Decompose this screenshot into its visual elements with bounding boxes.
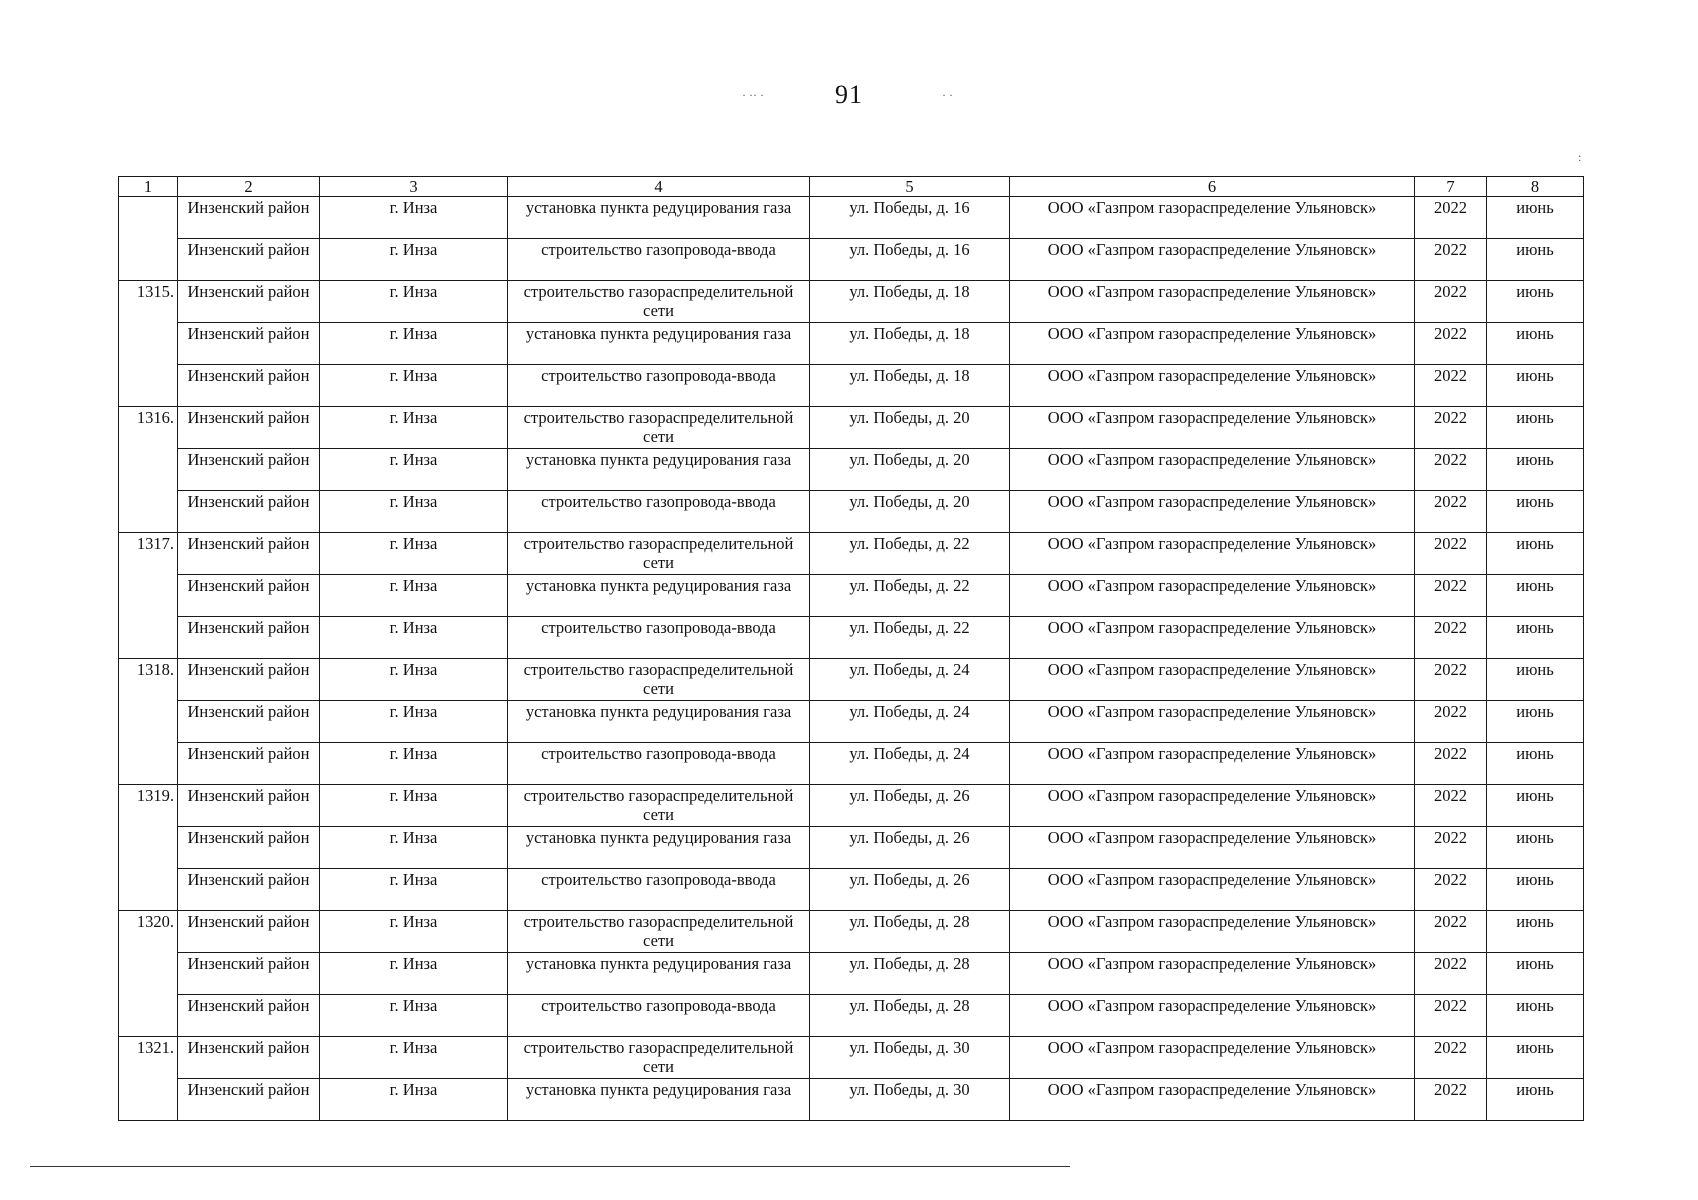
number-cell: 1318. xyxy=(119,659,178,785)
district-cell: Инзенский район xyxy=(178,827,320,869)
month-cell: июнь xyxy=(1487,533,1584,575)
month-cell: июнь xyxy=(1487,281,1584,323)
table-row xyxy=(119,827,1584,869)
address-cell: ул. Победы, д. 22 xyxy=(810,575,1010,617)
district-cell: Инзенский район xyxy=(178,491,320,533)
year-cell: 2022 xyxy=(1415,533,1487,575)
city-cell: г. Инза xyxy=(320,701,508,743)
district-cell: Инзенский район xyxy=(178,911,320,953)
header-cell: 2 xyxy=(178,177,320,197)
district-cell: Инзенский район xyxy=(178,617,320,659)
organization-cell: ООО «Газпром газораспределение Ульяновск» xyxy=(1010,323,1415,365)
city-cell: г. Инза xyxy=(320,239,508,281)
address-cell: ул. Победы, д. 26 xyxy=(810,785,1010,827)
work-cell: строительство газораспределительной сети xyxy=(508,1037,810,1079)
work-cell: строительство газораспределительной сети xyxy=(508,911,810,953)
organization-cell: ООО «Газпром газораспределение Ульяновск» xyxy=(1010,407,1415,449)
organization-cell: ООО «Газпром газораспределение Ульяновск» xyxy=(1010,995,1415,1037)
work-cell: строительство газораспределительной сети xyxy=(508,281,810,323)
table-row xyxy=(119,743,1584,785)
year-cell: 2022 xyxy=(1415,995,1487,1037)
month-cell: июнь xyxy=(1487,869,1584,911)
work-cell: установка пункта редуцирования газа xyxy=(508,953,810,995)
city-cell: г. Инза xyxy=(320,869,508,911)
city-cell: г. Инза xyxy=(320,953,508,995)
year-cell: 2022 xyxy=(1415,827,1487,869)
organization-cell: ООО «Газпром газораспределение Ульяновск» xyxy=(1010,1079,1415,1121)
address-cell: ул. Победы, д. 20 xyxy=(810,407,1010,449)
schedule-table xyxy=(118,176,1584,1121)
number-cell: 1315. xyxy=(119,281,178,407)
city-cell: г. Инза xyxy=(320,197,508,239)
city-cell: г. Инза xyxy=(320,407,508,449)
organization-cell: ООО «Газпром газораспределение Ульяновск» xyxy=(1010,533,1415,575)
city-cell: г. Инза xyxy=(320,533,508,575)
district-cell: Инзенский район xyxy=(178,701,320,743)
table-row xyxy=(119,1037,1584,1079)
number-cell: 1321. xyxy=(119,1037,178,1121)
header-cell: 5 xyxy=(810,177,1010,197)
table-row xyxy=(119,617,1584,659)
work-cell: установка пункта редуцирования газа xyxy=(508,197,810,239)
organization-cell: ООО «Газпром газораспределение Ульяновск» xyxy=(1010,911,1415,953)
organization-cell: ООО «Газпром газораспределение Ульяновск» xyxy=(1010,449,1415,491)
address-cell: ул. Победы, д. 22 xyxy=(810,533,1010,575)
table-row xyxy=(119,953,1584,995)
number-cell: 1319. xyxy=(119,785,178,911)
year-cell: 2022 xyxy=(1415,323,1487,365)
table-row xyxy=(119,575,1584,617)
district-cell: Инзенский район xyxy=(178,1079,320,1121)
district-cell: Инзенский район xyxy=(178,365,320,407)
table-row xyxy=(119,491,1584,533)
organization-cell: ООО «Газпром газораспределение Ульяновск» xyxy=(1010,701,1415,743)
work-cell: строительство газораспределительной сети xyxy=(508,659,810,701)
organization-cell: ООО «Газпром газораспределение Ульяновск» xyxy=(1010,239,1415,281)
work-cell: строительство газопровода-ввода xyxy=(508,491,810,533)
table-row xyxy=(119,407,1584,449)
organization-cell: ООО «Газпром газораспределение Ульяновск» xyxy=(1010,491,1415,533)
header-row xyxy=(119,177,1584,197)
organization-cell: ООО «Газпром газораспределение Ульяновск» xyxy=(1010,281,1415,323)
city-cell: г. Инза xyxy=(320,575,508,617)
address-cell: ул. Победы, д. 28 xyxy=(810,995,1010,1037)
month-cell: июнь xyxy=(1487,617,1584,659)
table-row xyxy=(119,701,1584,743)
city-cell: г. Инза xyxy=(320,449,508,491)
table-row xyxy=(119,365,1584,407)
table-row xyxy=(119,197,1584,239)
district-cell: Инзенский район xyxy=(178,281,320,323)
city-cell: г. Инза xyxy=(320,1037,508,1079)
month-cell: июнь xyxy=(1487,995,1584,1037)
scan-speck: : xyxy=(1578,150,1582,164)
address-cell: ул. Победы, д. 30 xyxy=(810,1079,1010,1121)
month-cell: июнь xyxy=(1487,953,1584,995)
work-cell: строительство газораспределительной сети xyxy=(508,785,810,827)
table-row xyxy=(119,869,1584,911)
year-cell: 2022 xyxy=(1415,491,1487,533)
district-cell: Инзенский район xyxy=(178,953,320,995)
number-cell: 1320. xyxy=(119,911,178,1037)
city-cell: г. Инза xyxy=(320,743,508,785)
year-cell: 2022 xyxy=(1415,407,1487,449)
city-cell: г. Инза xyxy=(320,281,508,323)
number-cell: 1316. xyxy=(119,407,178,533)
month-cell: июнь xyxy=(1487,1037,1584,1079)
table-row xyxy=(119,533,1584,575)
month-cell: июнь xyxy=(1487,785,1584,827)
scan-speck: · ·· · xyxy=(742,88,764,102)
city-cell: г. Инза xyxy=(320,659,508,701)
district-cell: Инзенский район xyxy=(178,869,320,911)
table-row xyxy=(119,239,1584,281)
city-cell: г. Инза xyxy=(320,491,508,533)
header-cell: 4 xyxy=(508,177,810,197)
year-cell: 2022 xyxy=(1415,785,1487,827)
year-cell: 2022 xyxy=(1415,701,1487,743)
header-cell: 3 xyxy=(320,177,508,197)
year-cell: 2022 xyxy=(1415,1037,1487,1079)
month-cell: июнь xyxy=(1487,827,1584,869)
district-cell: Инзенский район xyxy=(178,323,320,365)
city-cell: г. Инза xyxy=(320,323,508,365)
month-cell: июнь xyxy=(1487,743,1584,785)
city-cell: г. Инза xyxy=(320,617,508,659)
address-cell: ул. Победы, д. 26 xyxy=(810,869,1010,911)
table-row xyxy=(119,911,1584,953)
work-cell: строительство газопровода-ввода xyxy=(508,617,810,659)
address-cell: ул. Победы, д. 30 xyxy=(810,1037,1010,1079)
header-cell: 8 xyxy=(1487,177,1584,197)
year-cell: 2022 xyxy=(1415,575,1487,617)
organization-cell: ООО «Газпром газораспределение Ульяновск» xyxy=(1010,659,1415,701)
year-cell: 2022 xyxy=(1415,449,1487,491)
table-row xyxy=(119,785,1584,827)
table-row xyxy=(119,659,1584,701)
work-cell: установка пункта редуцирования газа xyxy=(508,827,810,869)
address-cell: ул. Победы, д. 28 xyxy=(810,953,1010,995)
work-cell: установка пункта редуцирования газа xyxy=(508,701,810,743)
month-cell: июнь xyxy=(1487,491,1584,533)
city-cell: г. Инза xyxy=(320,827,508,869)
work-cell: установка пункта редуцирования газа xyxy=(508,449,810,491)
city-cell: г. Инза xyxy=(320,995,508,1037)
organization-cell: ООО «Газпром газораспределение Ульяновск» xyxy=(1010,785,1415,827)
work-cell: установка пункта редуцирования газа xyxy=(508,1079,810,1121)
number-cell: 1317. xyxy=(119,533,178,659)
year-cell: 2022 xyxy=(1415,617,1487,659)
work-cell: строительство газопровода-ввода xyxy=(508,743,810,785)
district-cell: Инзенский район xyxy=(178,1037,320,1079)
month-cell: июнь xyxy=(1487,239,1584,281)
district-cell: Инзенский район xyxy=(178,197,320,239)
organization-cell: ООО «Газпром газораспределение Ульяновск» xyxy=(1010,365,1415,407)
month-cell: июнь xyxy=(1487,659,1584,701)
address-cell: ул. Победы, д. 20 xyxy=(810,491,1010,533)
scan-speck: · · xyxy=(942,88,953,102)
district-cell: Инзенский район xyxy=(178,533,320,575)
address-cell: ул. Победы, д. 16 xyxy=(810,239,1010,281)
table-row xyxy=(119,1079,1584,1121)
district-cell: Инзенский район xyxy=(178,995,320,1037)
year-cell: 2022 xyxy=(1415,1079,1487,1121)
city-cell: г. Инза xyxy=(320,785,508,827)
organization-cell: ООО «Газпром газораспределение Ульяновск» xyxy=(1010,953,1415,995)
organization-cell: ООО «Газпром газораспределение Ульяновск» xyxy=(1010,1037,1415,1079)
bottom-rule xyxy=(30,1166,1070,1167)
address-cell: ул. Победы, д. 22 xyxy=(810,617,1010,659)
work-cell: строительство газопровода-ввода xyxy=(508,869,810,911)
header-cell: 7 xyxy=(1415,177,1487,197)
address-cell: ул. Победы, д. 18 xyxy=(810,281,1010,323)
month-cell: июнь xyxy=(1487,575,1584,617)
work-cell: строительство газораспределительной сети xyxy=(508,533,810,575)
page-number: 91 xyxy=(835,80,863,109)
table-row xyxy=(119,449,1584,491)
year-cell: 2022 xyxy=(1415,911,1487,953)
year-cell: 2022 xyxy=(1415,239,1487,281)
month-cell: июнь xyxy=(1487,365,1584,407)
address-cell: ул. Победы, д. 24 xyxy=(810,659,1010,701)
organization-cell: ООО «Газпром газораспределение Ульяновск» xyxy=(1010,869,1415,911)
organization-cell: ООО «Газпром газораспределение Ульяновск» xyxy=(1010,575,1415,617)
year-cell: 2022 xyxy=(1415,953,1487,995)
district-cell: Инзенский район xyxy=(178,239,320,281)
work-cell: строительство газопровода-ввода xyxy=(508,239,810,281)
address-cell: ул. Победы, д. 28 xyxy=(810,911,1010,953)
table-row xyxy=(119,281,1584,323)
year-cell: 2022 xyxy=(1415,743,1487,785)
address-cell: ул. Победы, д. 18 xyxy=(810,365,1010,407)
month-cell: июнь xyxy=(1487,1079,1584,1121)
address-cell: ул. Победы, д. 24 xyxy=(810,743,1010,785)
city-cell: г. Инза xyxy=(320,365,508,407)
year-cell: 2022 xyxy=(1415,659,1487,701)
work-cell: установка пункта редуцирования газа xyxy=(508,323,810,365)
address-cell: ул. Победы, д. 18 xyxy=(810,323,1010,365)
district-cell: Инзенский район xyxy=(178,575,320,617)
month-cell: июнь xyxy=(1487,911,1584,953)
year-cell: 2022 xyxy=(1415,869,1487,911)
number-cell xyxy=(119,197,178,281)
year-cell: 2022 xyxy=(1415,197,1487,239)
address-cell: ул. Победы, д. 20 xyxy=(810,449,1010,491)
month-cell: июнь xyxy=(1487,197,1584,239)
header-cell: 1 xyxy=(119,177,178,197)
month-cell: июнь xyxy=(1487,407,1584,449)
work-cell: строительство газопровода-ввода xyxy=(508,365,810,407)
table-row xyxy=(119,323,1584,365)
district-cell: Инзенский район xyxy=(178,449,320,491)
month-cell: июнь xyxy=(1487,323,1584,365)
organization-cell: ООО «Газпром газораспределение Ульяновск» xyxy=(1010,743,1415,785)
work-cell: установка пункта редуцирования газа xyxy=(508,575,810,617)
city-cell: г. Инза xyxy=(320,911,508,953)
year-cell: 2022 xyxy=(1415,281,1487,323)
address-cell: ул. Победы, д. 16 xyxy=(810,197,1010,239)
work-cell: строительство газопровода-ввода xyxy=(508,995,810,1037)
year-cell: 2022 xyxy=(1415,365,1487,407)
city-cell: г. Инза xyxy=(320,1079,508,1121)
district-cell: Инзенский район xyxy=(178,659,320,701)
organization-cell: ООО «Газпром газораспределение Ульяновск» xyxy=(1010,827,1415,869)
work-cell: строительство газораспределительной сети xyxy=(508,407,810,449)
organization-cell: ООО «Газпром газораспределение Ульяновск» xyxy=(1010,617,1415,659)
district-cell: Инзенский район xyxy=(178,743,320,785)
header-cell: 6 xyxy=(1010,177,1415,197)
district-cell: Инзенский район xyxy=(178,407,320,449)
table-row xyxy=(119,995,1584,1037)
organization-cell: ООО «Газпром газораспределение Ульяновск» xyxy=(1010,197,1415,239)
address-cell: ул. Победы, д. 26 xyxy=(810,827,1010,869)
address-cell: ул. Победы, д. 24 xyxy=(810,701,1010,743)
district-cell: Инзенский район xyxy=(178,785,320,827)
month-cell: июнь xyxy=(1487,449,1584,491)
month-cell: июнь xyxy=(1487,701,1584,743)
